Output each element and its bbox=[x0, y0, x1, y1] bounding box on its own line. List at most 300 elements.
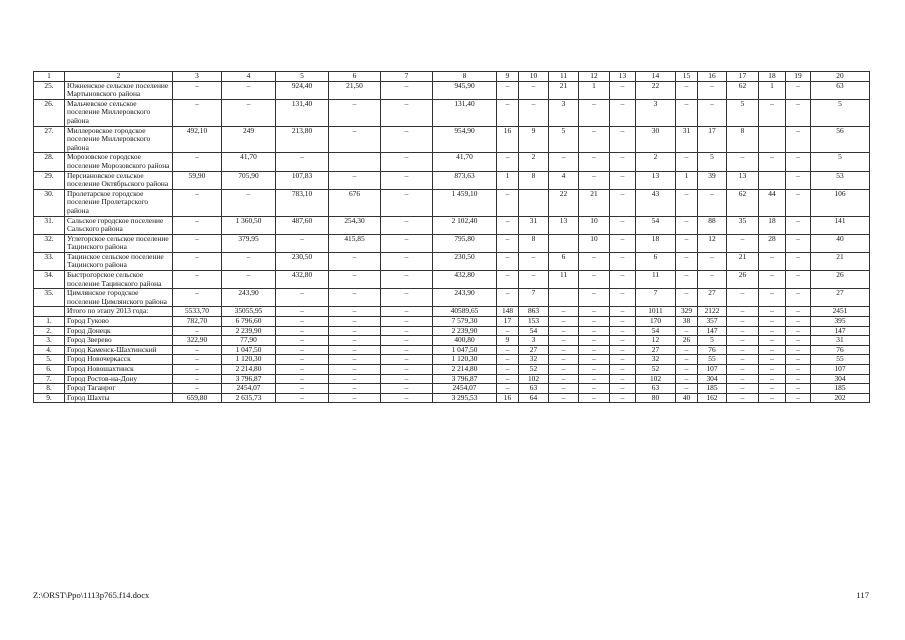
table-cell: – bbox=[786, 365, 811, 375]
table-cell: 7 bbox=[519, 289, 549, 307]
table-cell: – bbox=[222, 99, 276, 126]
table-cell: 3 796,87 bbox=[222, 374, 276, 384]
table-row bbox=[34, 384, 870, 394]
table-cell: 2122 bbox=[698, 307, 727, 317]
table-cell: 1 120,30 bbox=[222, 355, 276, 365]
table-cell: 77,90 bbox=[222, 336, 276, 346]
table-cell: 5 bbox=[549, 126, 579, 153]
table-cell: – bbox=[579, 252, 610, 270]
table-cell: – bbox=[329, 336, 381, 346]
table-cell: 54 bbox=[636, 216, 676, 234]
table-cell: Морозовское городское поселение Морозовского района bbox=[65, 153, 173, 171]
table-cell: 18 bbox=[759, 216, 786, 234]
table-cell: 18 bbox=[636, 234, 676, 252]
table-cell: – bbox=[579, 99, 610, 126]
table-cell: – bbox=[381, 271, 433, 289]
table-cell: Персиановское сельское поселение Октябрьского района bbox=[65, 171, 173, 189]
table-cell: 243,90 bbox=[433, 289, 497, 307]
table-cell: – bbox=[329, 99, 381, 126]
header-cell: 20 bbox=[811, 72, 870, 82]
table-cell: 131,40 bbox=[276, 99, 329, 126]
header-cell: 8 bbox=[433, 72, 497, 82]
table-cell: – bbox=[276, 234, 329, 252]
table-cell: – bbox=[329, 393, 381, 403]
table-cell: – bbox=[173, 289, 222, 307]
table-cell: Город Зверево bbox=[65, 336, 173, 346]
table-cell: – bbox=[610, 326, 636, 336]
table-cell bbox=[549, 289, 579, 307]
table-cell: – bbox=[727, 317, 759, 327]
table-cell: – bbox=[610, 99, 636, 126]
table-row bbox=[34, 171, 870, 189]
table-cell: – bbox=[610, 289, 636, 307]
table-cell: 795,80 bbox=[433, 234, 497, 252]
table-cell: 170 bbox=[636, 317, 676, 327]
table-cell: 6 bbox=[636, 252, 676, 270]
footer-page-number: 117 bbox=[856, 590, 869, 600]
table-cell: 6 bbox=[549, 252, 579, 270]
table-cell: 8 bbox=[519, 234, 549, 252]
table-cell: – bbox=[579, 355, 610, 365]
table-cell: – bbox=[786, 374, 811, 384]
table-cell: – bbox=[759, 355, 786, 365]
header-cell: 10 bbox=[519, 72, 549, 82]
table-cell: 40 bbox=[811, 234, 870, 252]
header-cell: 15 bbox=[676, 72, 698, 82]
table-cell: 4. bbox=[34, 345, 65, 355]
table-cell: 63 bbox=[519, 384, 549, 394]
table-cell: – bbox=[610, 307, 636, 317]
table-cell: 945,90 bbox=[433, 81, 497, 99]
table-cell: – bbox=[786, 81, 811, 99]
table-cell: – bbox=[329, 171, 381, 189]
table-cell: – bbox=[381, 307, 433, 317]
table-cell: 4 bbox=[549, 171, 579, 189]
table-cell: – bbox=[549, 326, 579, 336]
table-cell: 7. bbox=[34, 374, 65, 384]
table-cell: 131,40 bbox=[433, 99, 497, 126]
table-cell: 322,90 bbox=[173, 336, 222, 346]
table-cell: – bbox=[698, 99, 727, 126]
table-row bbox=[34, 336, 870, 346]
table-cell: – bbox=[549, 355, 579, 365]
table-cell: Тацинское сельское поселение Тацинского района bbox=[65, 252, 173, 270]
table-cell: 27 bbox=[636, 345, 676, 355]
table-cell: 26. bbox=[34, 99, 65, 126]
table-cell: – bbox=[173, 99, 222, 126]
table-cell: – bbox=[727, 336, 759, 346]
table-cell: – bbox=[276, 345, 329, 355]
table-cell: 11 bbox=[636, 271, 676, 289]
table-row bbox=[34, 252, 870, 270]
table-cell: 16 bbox=[497, 126, 519, 153]
table-cell: 2 239,90 bbox=[433, 326, 497, 336]
table-cell: 3 bbox=[519, 336, 549, 346]
table-cell: – bbox=[329, 307, 381, 317]
table-cell: 35 bbox=[727, 216, 759, 234]
table-cell: – bbox=[727, 153, 759, 171]
table-cell: 32. bbox=[34, 234, 65, 252]
table-cell: – bbox=[381, 374, 433, 384]
table-cell: – bbox=[676, 365, 698, 375]
table-cell: – bbox=[519, 252, 549, 270]
table-cell: 863 bbox=[519, 307, 549, 317]
table-cell: – bbox=[329, 345, 381, 355]
table-cell: – bbox=[727, 365, 759, 375]
table-cell: 107 bbox=[698, 365, 727, 375]
table-cell: – bbox=[676, 216, 698, 234]
table-cell: – bbox=[727, 374, 759, 384]
table-cell: – bbox=[329, 355, 381, 365]
header-cell: 14 bbox=[636, 72, 676, 82]
table-cell: 783,10 bbox=[276, 189, 329, 216]
table-cell: 5533,70 bbox=[173, 307, 222, 317]
table-cell: – bbox=[173, 81, 222, 99]
table-cell: – bbox=[759, 289, 786, 307]
table-cell: 13 bbox=[636, 171, 676, 189]
table-cell: – bbox=[549, 393, 579, 403]
table-cell: 492,10 bbox=[173, 126, 222, 153]
table-cell: – bbox=[579, 126, 610, 153]
table-cell: 1 bbox=[579, 81, 610, 99]
table-cell: 3 295,53 bbox=[433, 393, 497, 403]
table-cell: – bbox=[676, 271, 698, 289]
table-cell: 26 bbox=[676, 336, 698, 346]
header-cell: 7 bbox=[381, 72, 433, 82]
table-cell: – bbox=[727, 384, 759, 394]
table-cell: – bbox=[381, 252, 433, 270]
table-cell: 62 bbox=[727, 189, 759, 216]
table-cell: 1 bbox=[759, 81, 786, 99]
table-cell: 27 bbox=[811, 289, 870, 307]
table-cell: – bbox=[759, 317, 786, 327]
table-cell: 9. bbox=[34, 393, 65, 403]
table-cell: 25. bbox=[34, 81, 65, 99]
table-cell: – bbox=[497, 234, 519, 252]
table-cell: 11 bbox=[549, 271, 579, 289]
table-cell: 35055,95 bbox=[222, 307, 276, 317]
table-cell: 7 bbox=[636, 289, 676, 307]
table-cell: – bbox=[610, 189, 636, 216]
table-cell: 8 bbox=[519, 171, 549, 189]
table-cell: – bbox=[759, 345, 786, 355]
table-cell: – bbox=[497, 271, 519, 289]
table-cell: – bbox=[579, 307, 610, 317]
table-cell: – bbox=[786, 345, 811, 355]
table-cell: 304 bbox=[698, 374, 727, 384]
table-cell: – bbox=[579, 171, 610, 189]
table-cell: – bbox=[610, 336, 636, 346]
table-cell: – bbox=[579, 365, 610, 375]
table-cell: 31. bbox=[34, 216, 65, 234]
table-cell: – bbox=[497, 216, 519, 234]
table-cell: 31 bbox=[811, 336, 870, 346]
table-cell: Мальчевское сельское поселение Миллеровского района bbox=[65, 99, 173, 126]
table-cell: 52 bbox=[636, 365, 676, 375]
table-cell: – bbox=[497, 289, 519, 307]
table-cell: 432,80 bbox=[276, 271, 329, 289]
table-cell bbox=[759, 126, 786, 153]
header-cell: 11 bbox=[549, 72, 579, 82]
table-row bbox=[34, 326, 870, 336]
table-cell: – bbox=[698, 189, 727, 216]
table-cell: – bbox=[676, 355, 698, 365]
table-cell: – bbox=[381, 171, 433, 189]
table-cell: 873,63 bbox=[433, 171, 497, 189]
table-cell: 13 bbox=[727, 171, 759, 189]
table-cell: – bbox=[698, 81, 727, 99]
table-row bbox=[34, 355, 870, 365]
table-cell: 249 bbox=[222, 126, 276, 153]
table-cell: 415,85 bbox=[329, 234, 381, 252]
table-cell: 59,90 bbox=[173, 171, 222, 189]
table-cell: – bbox=[727, 345, 759, 355]
table-cell: 43 bbox=[636, 189, 676, 216]
table-cell: 44 bbox=[759, 189, 786, 216]
table-cell: – bbox=[759, 252, 786, 270]
table-cell: – bbox=[519, 271, 549, 289]
table-cell: – bbox=[676, 81, 698, 99]
table-cell: – bbox=[676, 153, 698, 171]
table-cell: – bbox=[786, 355, 811, 365]
table-cell: 41,70 bbox=[433, 153, 497, 171]
table-cell: 54 bbox=[519, 326, 549, 336]
table-cell: 31 bbox=[676, 126, 698, 153]
table-header-row bbox=[34, 72, 870, 82]
table-cell: 63 bbox=[811, 81, 870, 99]
table-row bbox=[34, 99, 870, 126]
table-cell: – bbox=[676, 99, 698, 126]
header-cell: 2 bbox=[65, 72, 173, 82]
table-cell: 148 bbox=[497, 307, 519, 317]
table-cell: 34. bbox=[34, 271, 65, 289]
table-cell: 30 bbox=[636, 126, 676, 153]
table-cell: 53 bbox=[811, 171, 870, 189]
table-cell: – bbox=[610, 153, 636, 171]
table-cell: 30. bbox=[34, 189, 65, 216]
table-cell: 5 bbox=[811, 99, 870, 126]
table-cell: 487,60 bbox=[276, 216, 329, 234]
table-cell: – bbox=[579, 345, 610, 355]
table-cell: – bbox=[329, 374, 381, 384]
table-cell: – bbox=[173, 384, 222, 394]
table-cell: – bbox=[173, 234, 222, 252]
table-cell: – bbox=[610, 355, 636, 365]
table-cell: – bbox=[276, 374, 329, 384]
table-cell: – bbox=[759, 384, 786, 394]
table-cell: 21 bbox=[727, 252, 759, 270]
table-cell: 22 bbox=[549, 189, 579, 216]
table-cell: – bbox=[579, 289, 610, 307]
table-cell: Город Таганрог bbox=[65, 384, 173, 394]
table-row bbox=[34, 189, 870, 216]
table-cell: – bbox=[676, 252, 698, 270]
table-cell: 29. bbox=[34, 171, 65, 189]
table-cell: 16 bbox=[497, 393, 519, 403]
table-cell: – bbox=[759, 393, 786, 403]
table-cell: Итого по этапу 2013 года: bbox=[65, 307, 173, 317]
table-cell: – bbox=[610, 271, 636, 289]
table-cell: – bbox=[786, 384, 811, 394]
table-cell: 3 bbox=[549, 99, 579, 126]
table-cell: 107,83 bbox=[276, 171, 329, 189]
table-cell: 41,70 bbox=[222, 153, 276, 171]
table-cell: – bbox=[786, 126, 811, 153]
header-cell: 6 bbox=[329, 72, 381, 82]
table-cell: 56 bbox=[811, 126, 870, 153]
table-cell: – bbox=[381, 153, 433, 171]
table-cell: 22 bbox=[636, 81, 676, 99]
table-cell: 26 bbox=[811, 271, 870, 289]
table-cell: – bbox=[497, 81, 519, 99]
table-cell: – bbox=[786, 336, 811, 346]
table-cell: – bbox=[759, 99, 786, 126]
table-cell: 8 bbox=[727, 126, 759, 153]
table-cell: 202 bbox=[811, 393, 870, 403]
table-cell: 80 bbox=[636, 393, 676, 403]
table-cell: 2451 bbox=[811, 307, 870, 317]
table-cell: – bbox=[329, 384, 381, 394]
table-cell: 12 bbox=[636, 336, 676, 346]
table-cell: – bbox=[676, 345, 698, 355]
table-cell: – bbox=[329, 252, 381, 270]
table-cell: – bbox=[759, 153, 786, 171]
table-cell: – bbox=[610, 365, 636, 375]
table-cell: – bbox=[759, 326, 786, 336]
table-cell: 88 bbox=[698, 216, 727, 234]
table-cell: – bbox=[676, 289, 698, 307]
table-cell: 924,40 bbox=[276, 81, 329, 99]
table-cell: – bbox=[329, 289, 381, 307]
table-cell: – bbox=[497, 355, 519, 365]
table-row bbox=[34, 289, 870, 307]
header-cell: 9 bbox=[497, 72, 519, 82]
table-cell: – bbox=[381, 355, 433, 365]
table-cell: 40 bbox=[676, 393, 698, 403]
table-cell: – bbox=[786, 171, 811, 189]
table-cell: – bbox=[549, 317, 579, 327]
table-cell: – bbox=[759, 307, 786, 317]
table-cell: 379,95 bbox=[222, 234, 276, 252]
table-cell: 782,70 bbox=[173, 317, 222, 327]
table-cell: – bbox=[381, 81, 433, 99]
table-cell: – bbox=[173, 153, 222, 171]
table-cell: 2. bbox=[34, 326, 65, 336]
table-cell: – bbox=[276, 393, 329, 403]
table-cell: Цимлянское городское поселение Цимлянского района bbox=[65, 289, 173, 307]
table-cell: – bbox=[610, 252, 636, 270]
table-cell: 21,50 bbox=[329, 81, 381, 99]
table-cell: 10 bbox=[579, 234, 610, 252]
table-cell: 2 bbox=[519, 153, 549, 171]
table-cell: 5 bbox=[727, 99, 759, 126]
table-cell: – bbox=[727, 234, 759, 252]
table-cell: – bbox=[579, 336, 610, 346]
table-cell bbox=[329, 153, 381, 171]
table-cell: 2454,07 bbox=[222, 384, 276, 394]
table-cell: 64 bbox=[519, 393, 549, 403]
table-cell: – bbox=[173, 326, 222, 336]
table-cell: 2 214,80 bbox=[433, 365, 497, 375]
table-cell: – bbox=[610, 216, 636, 234]
table-cell: 17 bbox=[497, 317, 519, 327]
table-cell: – bbox=[381, 289, 433, 307]
table-cell bbox=[34, 307, 65, 317]
table-cell: – bbox=[222, 81, 276, 99]
table-row bbox=[34, 307, 870, 317]
table-cell: 31 bbox=[519, 216, 549, 234]
table-cell: – bbox=[759, 271, 786, 289]
table-cell: 3 796,87 bbox=[433, 374, 497, 384]
table-cell: – bbox=[173, 345, 222, 355]
table-cell: – bbox=[329, 271, 381, 289]
header-cell: 4 bbox=[222, 72, 276, 82]
table-cell: 162 bbox=[698, 393, 727, 403]
table-cell: – bbox=[610, 317, 636, 327]
table-cell: 21 bbox=[811, 252, 870, 270]
table-cell: – bbox=[381, 317, 433, 327]
table-cell: 33. bbox=[34, 252, 65, 270]
table-cell: – bbox=[276, 153, 329, 171]
table-cell: – bbox=[497, 153, 519, 171]
table-cell: – bbox=[698, 271, 727, 289]
table-cell: – bbox=[173, 374, 222, 384]
table-cell: 395 bbox=[811, 317, 870, 327]
table-cell: 63 bbox=[636, 384, 676, 394]
table-cell: 185 bbox=[698, 384, 727, 394]
table-cell: 705,90 bbox=[222, 171, 276, 189]
table-row bbox=[34, 234, 870, 252]
table-cell: 1 360,50 bbox=[222, 216, 276, 234]
table-row bbox=[34, 317, 870, 327]
table-cell: Город Новошахтинск bbox=[65, 365, 173, 375]
table-cell: 107 bbox=[811, 365, 870, 375]
table-cell: 659,80 bbox=[173, 393, 222, 403]
table-cell: 254,30 bbox=[329, 216, 381, 234]
table-cell: Город Каменск-Шахтинский bbox=[65, 345, 173, 355]
table-cell: – bbox=[381, 345, 433, 355]
table-cell: 27. bbox=[34, 126, 65, 153]
table-cell: 54 bbox=[636, 326, 676, 336]
table-cell: Сальское городское поселение Сальского района bbox=[65, 216, 173, 234]
table-cell: – bbox=[786, 189, 811, 216]
table-cell: Миллеровское городское поселение Миллеровского района bbox=[65, 126, 173, 153]
table-cell: – bbox=[329, 126, 381, 153]
table-cell: 1 bbox=[497, 171, 519, 189]
table-cell bbox=[519, 189, 549, 216]
table-cell: – bbox=[610, 126, 636, 153]
table-cell: – bbox=[519, 99, 549, 126]
table-cell: 1011 bbox=[636, 307, 676, 317]
table-cell: – bbox=[381, 393, 433, 403]
table-cell: 230,50 bbox=[433, 252, 497, 270]
table-cell: – bbox=[497, 345, 519, 355]
table-cell: 27 bbox=[519, 345, 549, 355]
table-cell: 2 102,40 bbox=[433, 216, 497, 234]
table-cell: – bbox=[549, 365, 579, 375]
table-cell: 28. bbox=[34, 153, 65, 171]
table-cell: 21 bbox=[579, 189, 610, 216]
table-cell: – bbox=[759, 374, 786, 384]
table-cell: 147 bbox=[811, 326, 870, 336]
table-cell: 676 bbox=[329, 189, 381, 216]
table-cell: – bbox=[381, 126, 433, 153]
table-cell: – bbox=[276, 289, 329, 307]
table-cell: – bbox=[727, 326, 759, 336]
table-cell: Пролетарское городское поселение Пролетарского района bbox=[65, 189, 173, 216]
table-cell: 329 bbox=[676, 307, 698, 317]
table-cell: 32 bbox=[519, 355, 549, 365]
